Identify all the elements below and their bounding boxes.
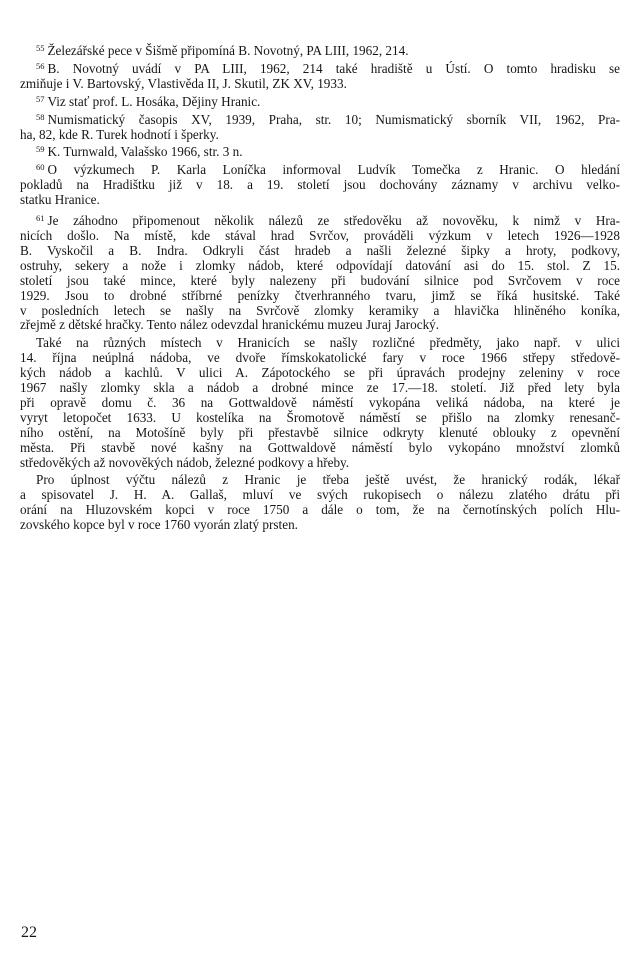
footnote-line: [20, 244, 620, 259]
footnote-line: [20, 274, 620, 289]
footnote-line: [20, 211, 620, 229]
line-text: 14. října neúplná nádoba, ve dvoře římskokatolické fary v roce 1966 střepy středově-: [20, 350, 620, 366]
line-text: B. Novotný uvádí v PA LIII, 1962, 214 také hradiště u Ústí. O tomto hradisku se: [47, 60, 620, 76]
footnote-line: [20, 77, 620, 92]
line-text: 1929. Jsou to drobné stříbrné penízky čtverhranného tvaru, jimž se říká husitské. Také: [20, 287, 620, 303]
line-text: ha, 82, kde R. Turek hodnotí i šperky.: [20, 126, 219, 142]
paragraph-line: [20, 396, 620, 411]
line-text: 1967 našly zlomky skla a nádob a drobné mince ze 17.—18. století. Již před lety byla: [20, 380, 620, 396]
footnote-line: [20, 289, 620, 304]
paragraph-line: [20, 426, 620, 441]
line-text: Pro úplnost výčtu nálezů z Hranic je třeba ještě uvést, že hranický rodák, lékař: [36, 472, 620, 488]
page-number: 22: [21, 924, 37, 941]
line-text: v posledních letech se našly na Svrčově zlomky keramiky a hlavička hliněného koníka,: [20, 302, 620, 318]
line-text: Železářské pece v Šišmě připomíná B. Novotný, PA LIII, 1962, 214.: [47, 43, 409, 58]
line-text: při opravě domu č. 36 na Gottwaldově náměstí vykopána veliká nádoba, na které je: [20, 394, 620, 410]
footnote-line: [20, 193, 620, 208]
paragraph-line: [20, 456, 620, 471]
footnote-line: [20, 229, 620, 244]
line-text: orání na Hluzovském kopci v roce 1750 a dále o tom, že na černotínských polích Hlu-: [20, 502, 620, 518]
footnote-marker: 61: [36, 213, 45, 224]
block-gap: [20, 533, 620, 536]
line-text: města. Při stavbě nové kašny na Gottwaldově náměstí bylo vykopáno množství zlomků: [20, 439, 620, 455]
page-text: [20, 41, 620, 536]
paragraph-line: [20, 473, 620, 488]
footnote-marker: 56: [36, 60, 45, 71]
footnote-marker: 58: [36, 111, 45, 122]
paragraph-line: [20, 503, 620, 518]
footnote-59: [20, 142, 620, 160]
footnote-line: [20, 178, 620, 193]
line-text: O výzkumech P. Karla Loníčka informoval Ludvík Tomečka z Hranic. O hledání: [47, 162, 620, 178]
line-text: B. Vyskočil a B. Indra. Odkryli část hradeb a našli železné šipky a hroty, podkovy,: [20, 242, 620, 258]
footnote-line: [20, 142, 620, 160]
line-text: středověkých až novověkých nádob, železné podkovy a hřeby.: [20, 454, 350, 470]
footnote-line: [20, 259, 620, 274]
paragraph-line: [20, 366, 620, 381]
line-text: Je záhodno připomenout několik nálezů ze středověku až novověku, k nimž v Hra-: [47, 213, 620, 229]
line-text: vyryt letopočet 1633. U kostelíka na Šromotově náměstí se přišlo na zlomky renesanč-: [20, 409, 620, 425]
footnote-line: [20, 110, 620, 128]
line-text: kých nádob a kachlů. V ulici A. Zápotockého se při úpravách prodejny zeleniny v roce: [20, 365, 620, 381]
line-text: zřejmě z dětské hračky. Tento nález odevzdal hranickému muzeu Juraj Jarocký.: [20, 317, 440, 333]
line-text: ostruhy, sekery a nože i zlomky nádob, které odpovídají datování asi do 15. stol. Z 15.: [20, 257, 620, 273]
footnote-55: [20, 41, 620, 59]
line-text: Viz stať prof. L. Hosáka, Dějiny Hranic.: [47, 93, 261, 109]
footnote-line: [20, 318, 620, 333]
line-text: století jsou také mince, které byly nalezeny při budování silnice pod Svrčovem v roce: [20, 272, 620, 288]
paragraph-line: [20, 518, 620, 533]
line-text: a spisovatel J. H. A. Gallaš, mluví ve svých rukopisech o nálezu zlatého drátu při: [20, 487, 620, 503]
paragraph-line: [20, 381, 620, 396]
line-text: pokladů na Hradištku již v 18. a 19. století jsou dochovány záznamy v archivu velko-: [20, 177, 620, 193]
paragraph-line: [20, 336, 620, 351]
line-text: ního ostění, na Motošíně byly při přestavbě silnice odkryty klenuté oblouky z opevnění: [20, 424, 620, 440]
paragraph-line: [20, 488, 620, 503]
paragraph-2: [20, 473, 620, 533]
line-text: Také na různých místech v Hranicích se našly rozličné předměty, jako např. v ulici: [36, 335, 620, 351]
line-text: Numismatický časopis XV, 1939, Praha, str. 10; Numismatický sborník VII, 1962, Pra-: [47, 111, 620, 127]
paragraph-1: [20, 336, 620, 470]
footnote-line: [20, 41, 620, 59]
paragraph-line: [20, 411, 620, 426]
footnote-57: [20, 92, 620, 110]
footnote-marker: 57: [36, 93, 45, 104]
footnote-56: [20, 59, 620, 92]
footnote-58: [20, 110, 620, 143]
footnote-marker: 59: [36, 144, 45, 155]
paragraph-line: [20, 441, 620, 456]
footnote-line: [20, 59, 620, 77]
footnote-marker: 60: [36, 162, 45, 173]
footnote-marker: 55: [36, 43, 45, 53]
line-text: nicích došlo. Na místě, kde stával hrad Svrčov, prováděli výzkum v letech 1926—1928: [20, 227, 620, 243]
footnote-line: [20, 92, 620, 110]
footnote-61: [20, 211, 620, 333]
footnote-line: [20, 304, 620, 319]
line-text: zmiňuje i V. Bartovský, Vlastivěda II, J. Skutil, ZK XV, 1933.: [20, 75, 347, 91]
footnote-line: [20, 160, 620, 178]
line-text: statku Hranice.: [20, 192, 100, 208]
line-text: zovského kopce byl v roce 1760 vyorán zlatý prsten.: [20, 517, 298, 533]
footnote-60: [20, 160, 620, 208]
paragraph-line: [20, 351, 620, 366]
line-text: K. Turnwald, Valašsko 1966, str. 3 n.: [47, 144, 243, 160]
footnote-line: [20, 128, 620, 143]
